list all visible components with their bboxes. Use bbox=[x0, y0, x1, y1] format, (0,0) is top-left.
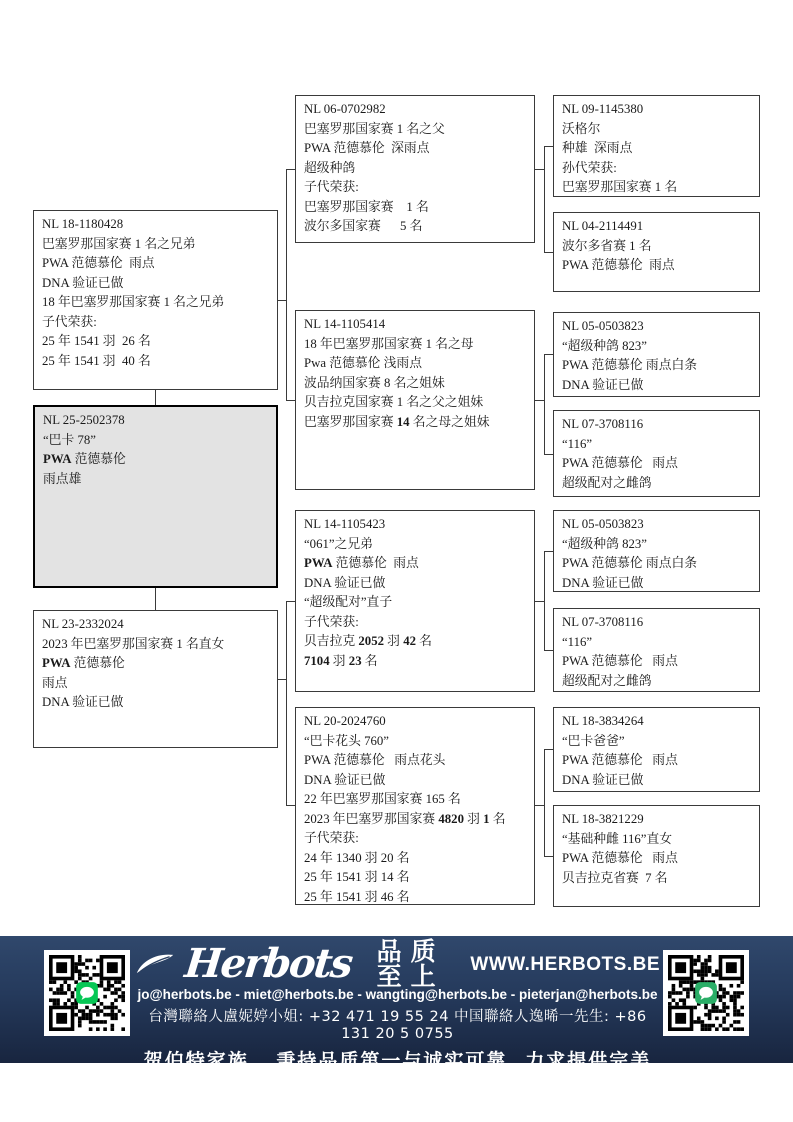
pedigree-line: 雨点雄 bbox=[43, 471, 82, 486]
pedigree-box-dam-mother bbox=[295, 707, 535, 905]
pedigree-line: DNA 验证已做 bbox=[562, 377, 644, 392]
pedigree-line: NL 09-1145380 bbox=[562, 102, 644, 116]
pedigree-box-sire-mother bbox=[295, 310, 535, 490]
line-qr-code bbox=[44, 950, 130, 1036]
pedigree-line: NL 18-3834264 bbox=[562, 714, 644, 728]
pedigree-line: NL 18-1180428 bbox=[42, 217, 124, 231]
pedigree-line: PWA 范德慕伦 雨点 bbox=[304, 556, 419, 570]
pedigree-line: 子代荣获: bbox=[304, 831, 359, 845]
pedigree-line: 贝吉拉克省赛 7 名 bbox=[562, 870, 668, 885]
pedigree-line: 雨点 bbox=[42, 675, 68, 690]
pedigree-box-dam-fm bbox=[553, 608, 760, 692]
pedigree-line: “超级种鸽 823” bbox=[562, 536, 647, 551]
pedigree-box-dam-mm bbox=[553, 805, 760, 907]
pedigree-line: NL 14-1105414 bbox=[304, 317, 386, 331]
pedigree-box-subject-bird bbox=[33, 405, 278, 588]
pedigree-line: 18 年巴塞罗那国家赛 1 名之母 bbox=[304, 336, 474, 351]
pedigree-line: PWA 范德慕伦 bbox=[43, 452, 126, 466]
pedigree-line: “061”之兄弟 bbox=[304, 536, 373, 551]
wechat-qr-icon bbox=[668, 955, 744, 1031]
pedigree-line: 贝吉拉克国家赛 1 名之父之姐妹 bbox=[304, 395, 484, 409]
pedigree-line: 25 年 1541 羽 46 名 bbox=[304, 889, 410, 904]
pedigree-box-sire-ff bbox=[553, 95, 760, 197]
feather-icon bbox=[135, 951, 175, 977]
footer-logo-row bbox=[135, 937, 660, 991]
pedigree-line: 超级配对之雌鸽 bbox=[562, 673, 652, 688]
footer-slogan: 品质至上 bbox=[376, 937, 445, 991]
pedigree-line: DNA 验证已做 bbox=[562, 575, 644, 590]
pedigree-line: 沃格尔 bbox=[562, 121, 601, 136]
pedigree-line: 2023 年巴塞罗那国家赛 4820 羽 1 名 bbox=[304, 811, 506, 826]
pedigree-line: 波尔多省赛 1 名 bbox=[562, 238, 652, 253]
pedigree-line: 25 年 1541 羽 40 名 bbox=[42, 353, 151, 368]
pedigree-line: NL 06-0702982 bbox=[304, 102, 386, 116]
pedigree-line: 种雄 深雨点 bbox=[562, 141, 633, 155]
pedigree-line: 波品纳国家赛 8 名之姐妹 bbox=[304, 375, 445, 390]
pedigree-line: NL 05-0503823 bbox=[562, 319, 644, 333]
pedigree-line: PWA 范德慕伦 雨点花头 bbox=[304, 753, 446, 767]
pedigree-box-sire-father bbox=[295, 95, 535, 243]
pedigree-line: NL 25-2502378 bbox=[43, 413, 125, 427]
pedigree-line: NL 07-3708116 bbox=[562, 417, 644, 431]
pedigree-line: PWA 范德慕伦 bbox=[42, 656, 125, 670]
pedigree-line: 子代荣获: bbox=[304, 180, 359, 194]
pedigree-line: 波尔多国家赛 5 名 bbox=[304, 219, 423, 233]
pedigree-line: DNA 验证已做 bbox=[42, 695, 124, 709]
pedigree-line: 巴塞罗那国家赛 14 名之母之姐妹 bbox=[304, 414, 490, 429]
pedigree-line: 22 年巴塞罗那国家赛 165 名 bbox=[304, 792, 461, 806]
pedigree-line: PWA 范德慕伦 雨点白条 bbox=[562, 358, 698, 372]
footer-website: WWW.HERBOTS.BE bbox=[470, 953, 660, 975]
pedigree-line: PWA 范德慕伦 雨点白条 bbox=[562, 556, 698, 570]
pedigree-line: 子代荣获: bbox=[304, 614, 359, 629]
pedigree-line: 超级配对之雌鸽 bbox=[562, 475, 652, 490]
pedigree-line: PWA 范德慕伦 雨点 bbox=[42, 256, 155, 270]
pedigree-line: 7104 羽 23 名 bbox=[304, 653, 378, 668]
pedigree-box-sire-mm bbox=[553, 410, 760, 497]
pedigree-line: Pwa 范德慕伦 浅雨点 bbox=[304, 356, 423, 370]
pedigree-line: 子代荣获: bbox=[42, 314, 97, 329]
pedigree-line: 巴塞罗那国家赛 1 名 bbox=[562, 180, 678, 194]
pedigree-line: PWA 范德慕伦 雨点 bbox=[562, 753, 678, 767]
pedigree-box-sire-mf bbox=[553, 312, 760, 397]
pedigree-line: 超级种鸽 bbox=[304, 160, 356, 175]
pedigree-box-dam bbox=[33, 610, 278, 748]
pedigree-line: “巴卡 78” bbox=[43, 432, 96, 447]
pedigree-line: 25 年 1541 羽 14 名 bbox=[304, 870, 410, 884]
pedigree-line: DNA 验证已做 bbox=[304, 575, 386, 590]
pedigree-line: 2023 年巴塞罗那国家赛 1 名直女 bbox=[42, 636, 225, 651]
pedigree-line: DNA 验证已做 bbox=[562, 772, 644, 787]
footer-content bbox=[135, 937, 660, 1099]
herbots-logo-text: Herbots bbox=[182, 940, 354, 987]
pedigree-line: NL 23-2332024 bbox=[42, 617, 124, 631]
pedigree-line: “超级种鸽 823” bbox=[562, 338, 647, 353]
pedigree-line: DNA 验证已做 bbox=[42, 275, 124, 290]
pedigree-line: “116” bbox=[562, 436, 593, 451]
line-qr-icon bbox=[49, 955, 125, 1031]
pedigree-line: 巴塞罗那国家赛 1 名之兄弟 bbox=[42, 236, 196, 251]
pedigree-line: NL 18-3821229 bbox=[562, 812, 644, 826]
pedigree-line: “巴卡花头 760” bbox=[304, 733, 389, 748]
pedigree-line: NL 20-2024760 bbox=[304, 714, 386, 728]
pedigree-line: 贝吉拉克 2052 羽 42 名 bbox=[304, 634, 432, 648]
pedigree-line: “巴卡爸爸” bbox=[562, 733, 625, 748]
pedigree-line: NL 14-1105423 bbox=[304, 517, 386, 531]
footer-tagline: 贺伯特家族...秉持品质第一与诚实可靠, 力求提供完美的服务! bbox=[143, 1050, 652, 1099]
pedigree-line: PWA 范德慕伦 雨点 bbox=[562, 456, 678, 470]
pedigree-line: DNA 验证已做 bbox=[304, 772, 386, 787]
pedigree-line: 18 年巴塞罗那国家赛 1 名之兄弟 bbox=[42, 295, 225, 309]
pedigree-line: NL 05-0503823 bbox=[562, 517, 644, 531]
pedigree-box-dam-ff bbox=[553, 510, 760, 592]
pedigree-line: “基础种雌 116”直女 bbox=[562, 831, 673, 846]
pedigree-line: NL 04-2114491 bbox=[562, 219, 644, 233]
pedigree-line: 巴塞罗那国家赛 1 名之父 bbox=[304, 121, 445, 136]
pedigree-line: PWA 范德慕伦 深雨点 bbox=[304, 141, 430, 155]
pedigree-box-sire-fm bbox=[553, 212, 760, 292]
pedigree-line: 孙代荣获: bbox=[562, 160, 617, 175]
pedigree-line: “超级配对”直子 bbox=[304, 595, 393, 609]
footer-emails: jo@herbots.be - miet@herbots.be - wangting@herbots.be - pieterjan@herbots.be bbox=[137, 987, 658, 1002]
pedigree-line: “116” bbox=[562, 634, 593, 649]
pedigree-box-dam-father bbox=[295, 510, 535, 692]
pedigree-line: PWA 范德慕伦 雨点 bbox=[562, 258, 675, 272]
pedigree-box-sire bbox=[33, 210, 278, 390]
footer-brand-band bbox=[0, 936, 793, 1099]
wechat-qr-code bbox=[663, 950, 749, 1036]
pedigree-box-dam-mf bbox=[553, 707, 760, 792]
pedigree-line: PWA 范德慕伦 雨点 bbox=[562, 851, 678, 865]
pedigree-line: 24 年 1340 羽 20 名 bbox=[304, 850, 410, 865]
pedigree-line: PWA 范德慕伦 雨点 bbox=[562, 654, 678, 668]
pedigree-line: 巴塞罗那国家赛 1 名 bbox=[304, 199, 429, 214]
pedigree-line: NL 07-3708116 bbox=[562, 615, 644, 629]
pedigree-line: 25 年 1541 羽 26 名 bbox=[42, 334, 151, 348]
footer-contact-phones: 台灣聯絡人盧妮婷小姐: +32 471 19 55 24 中国聯絡人逸晞一先生: +86 131 20 5 0755 bbox=[148, 1009, 647, 1042]
